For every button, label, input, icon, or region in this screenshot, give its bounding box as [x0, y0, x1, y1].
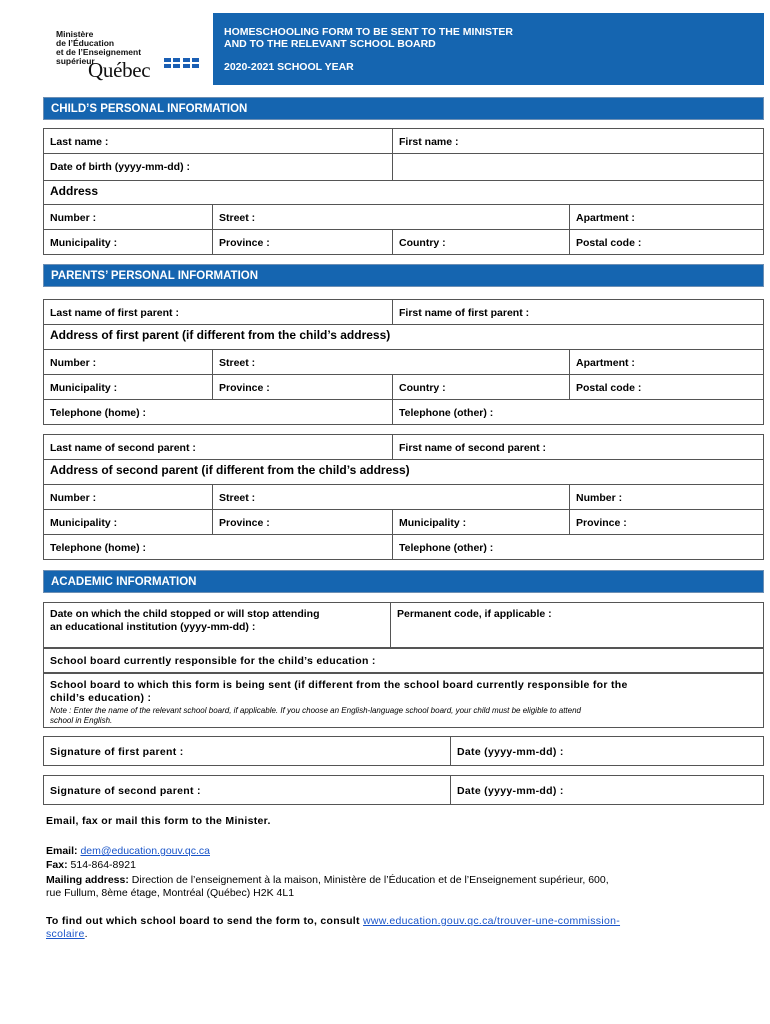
p1-street-field[interactable]: Street :	[212, 349, 570, 375]
p1-telephone-other-field[interactable]: Telephone (other) :	[392, 399, 764, 425]
school-board-link-1[interactable]: www.education.gouv.qc.ca/trouver-une-commission-	[363, 915, 621, 927]
find-school-board	[46, 915, 746, 941]
email-link[interactable]: dem@education.gouv.qc.ca	[80, 845, 210, 857]
mailing-line-1: Direction de l’enseignement à la maison, Ministère de l’Éducation et de l’Enseignement supérieur, 600,	[131, 874, 609, 886]
p2-address-heading: Address of second parent (if different from the child’s address)	[43, 459, 764, 485]
p1-first-name-field[interactable]: First name of first parent :	[392, 299, 764, 325]
child-last-name-field[interactable]: Last name :	[43, 128, 394, 154]
find-text: To find out which school board to send the form to, consult	[46, 915, 360, 927]
note-line-1: Note : Enter the name of the relevant school board, if applicable. If you choose an English-language school board, your child must be eligible to attend	[50, 706, 581, 715]
form-header	[213, 13, 764, 85]
fax-value: 514-864-8921	[70, 859, 136, 871]
parents-section-title: PARENTS’ PERSONAL INFORMATION	[43, 264, 764, 287]
child-street-field[interactable]: Street :	[212, 204, 570, 230]
child-province-field[interactable]: Province :	[212, 229, 393, 255]
academic-section-title: ACADEMIC INFORMATION	[43, 570, 764, 593]
sent-board-label-line-1: School board to which this form is being sent (if different from the school board currently responsible for the	[50, 679, 628, 691]
sent-board-field[interactable]	[43, 673, 764, 728]
child-country-field[interactable]: Country :	[392, 229, 570, 255]
stop-date-field[interactable]	[43, 602, 393, 648]
p2-province-field[interactable]: Province :	[212, 509, 393, 535]
child-municipality-field[interactable]: Municipality :	[43, 229, 213, 255]
ministry-line-3: et de l’Enseignement	[56, 47, 142, 57]
ministry-logo	[56, 30, 216, 84]
date-first-parent-field[interactable]: Date (yyyy-mm-dd) :	[450, 736, 764, 766]
form-title-line-1: HOMESCHOOLING FORM TO BE SENT TO THE MINISTER	[224, 26, 513, 38]
p1-telephone-home-field[interactable]: Telephone (home) :	[43, 399, 394, 425]
email-line	[46, 845, 210, 858]
sent-board-note	[50, 706, 763, 726]
child-number-field[interactable]: Number :	[43, 204, 213, 230]
form-title-line-2: AND TO THE RELEVANT SCHOOL BOARD	[224, 38, 436, 50]
current-board-field[interactable]: School board currently responsible for the child’s education :	[43, 648, 764, 673]
ministry-line-4: supérieur	[56, 56, 95, 66]
date-second-parent-field[interactable]: Date (yyyy-mm-dd) :	[450, 775, 764, 805]
note-line-2: school in English.	[50, 716, 113, 725]
child-dob-field[interactable]: Date of birth (yyyy-mm-dd) :	[43, 153, 394, 181]
mailing-label: Mailing address:	[46, 874, 129, 886]
quebec-wordmark: Québec	[88, 58, 151, 82]
p1-province-field[interactable]: Province :	[212, 374, 393, 400]
child-address-heading: Address	[43, 180, 764, 205]
child-section-title: CHILD’S PERSONAL INFORMATION	[43, 97, 764, 120]
signature-second-parent-field[interactable]: Signature of second parent :	[43, 775, 451, 805]
form-title	[224, 26, 624, 50]
p1-municipality-field[interactable]: Municipality :	[43, 374, 213, 400]
p1-last-name-field[interactable]: Last name of first parent :	[43, 299, 394, 325]
p2-street-field[interactable]: Street :	[212, 484, 570, 510]
signature-first-parent-field[interactable]: Signature of first parent :	[43, 736, 451, 766]
fax-label: Fax:	[46, 859, 68, 871]
p2-telephone-home-field[interactable]: Telephone (home) :	[43, 534, 394, 560]
permanent-code-field[interactable]: Permanent code, if applicable :	[390, 602, 764, 648]
child-postal-code-field[interactable]: Postal code :	[569, 229, 764, 255]
p2-last-name-field[interactable]: Last name of second parent :	[43, 434, 394, 460]
school-year: 2020-2021 SCHOOL YEAR	[224, 61, 354, 73]
send-instruction: Email, fax or mail this form to the Minister.	[46, 815, 271, 827]
p1-apartment-field[interactable]: Apartment :	[569, 349, 764, 375]
p1-address-heading: Address of first parent (if different from the child’s address)	[43, 324, 764, 350]
p1-number-field[interactable]: Number :	[43, 349, 213, 375]
ministry-line-2: de l’Éducation	[56, 38, 115, 48]
p2-first-name-field[interactable]: First name of second parent :	[392, 434, 764, 460]
fax-line	[46, 859, 136, 872]
child-dob-extra	[392, 153, 764, 181]
p2-number-field[interactable]: Number :	[43, 484, 213, 510]
mailing-line-2: rue Fullum, 8ème étage, Montréal (Québec) H2K 4L1	[46, 887, 295, 899]
p1-country-field[interactable]: Country :	[392, 374, 570, 400]
mailing-address	[46, 874, 746, 900]
sent-board-label-line-2: child’s education) :	[50, 692, 152, 704]
ministry-line-1: Ministère	[56, 29, 94, 39]
stop-date-label-line-1: Date on which the child stopped or will stop attending	[50, 608, 320, 620]
child-apartment-field[interactable]: Apartment :	[569, 204, 764, 230]
quebec-flag-icon	[164, 58, 199, 68]
email-label: Email:	[46, 845, 78, 857]
school-board-link-2[interactable]: scolaire	[46, 928, 85, 940]
find-period: .	[84, 928, 88, 940]
p2-municipality-field[interactable]: Municipality :	[43, 509, 213, 535]
stop-date-label-line-2: an educational institution (yyyy-mm-dd) :	[50, 621, 256, 633]
p2-telephone-other-field[interactable]: Telephone (other) :	[392, 534, 764, 560]
p1-postal-code-field[interactable]: Postal code :	[569, 374, 764, 400]
p2-province-field-2[interactable]: Province :	[569, 509, 764, 535]
p2-number-field-2[interactable]: Number :	[569, 484, 764, 510]
p2-municipality-field-2[interactable]: Municipality :	[392, 509, 570, 535]
child-first-name-field[interactable]: First name :	[392, 128, 764, 154]
